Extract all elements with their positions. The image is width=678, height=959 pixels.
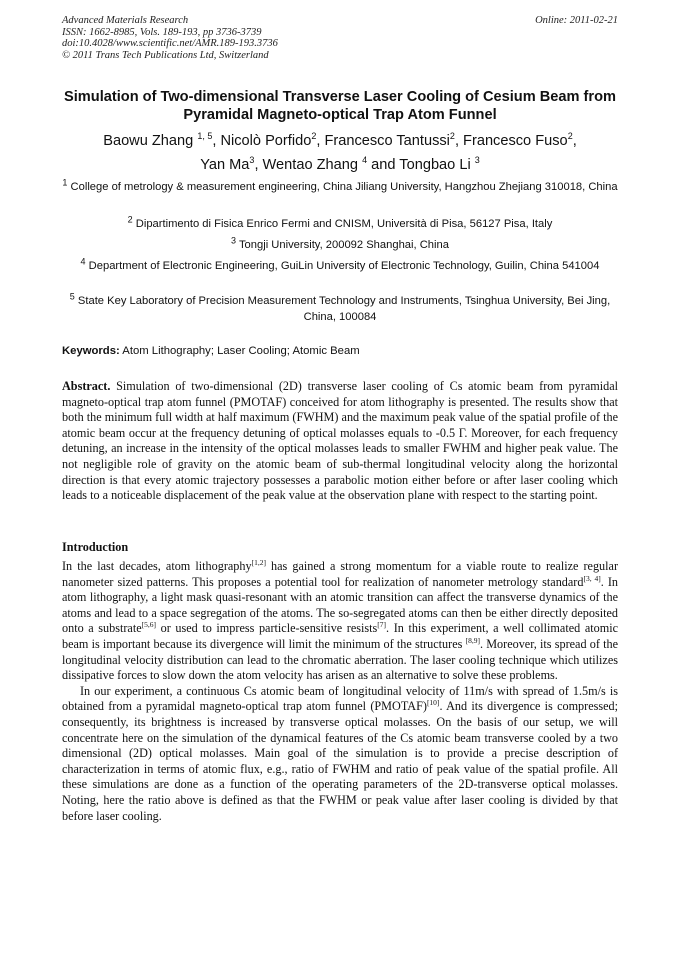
text-run: . In atom lithography, a light mask quasi-resonant with an atomic transition can affect the transverse dynamics of the atoms and lead to a space segregation of the atoms. The so-segregated atoms can then be either directly deposited onto a substrate [62,574,619,636]
citation-ref[interactable]: [1,2] [251,557,266,567]
affiliation-1 [62,177,618,196]
abstract [62,379,618,504]
paper-title: Simulation of Two-dimensional Transverse Laser Cooling of Cesium Beam from Pyramidal Magneto-optical Trap Atom Funnel [64,89,616,123]
author-separator: , [316,133,325,149]
citation-ref[interactable]: [7] [377,620,387,630]
author-name: Tongbao Li [399,157,475,173]
section-heading-introduction: Introduction [62,540,129,554]
citation-ref[interactable]: [5,6] [141,620,156,630]
text-run: or used to impress particle-sensitive resists [156,621,378,636]
affiliation-text: State Key Laboratory of Precision Measurement Technology and Instruments, Tsinghua University, Bei Jing, China, 100084 [74,295,611,323]
text-run: . And its divergence is compressed; consequently, its brightness is increased by transverse optical molasses. On the basis of our setup, we will concentrate here on the simulation of the dynamical features of the Cs atomic beam transverse cooled by a two dimensional (2D) optical molasses. Main goal of the simulation is to provide a precise description of characterization in terms of atomic flux, e.g., ratio of FWHM and ratio of peak value of the spatial profile. All these simulations are done as a function of the operating parameters of the 2D-transverse optical molasses. Noting, here the ratio above is defined as that the FWHM or peak value after laser cooling is divided by that before laser cooling. [62,699,618,823]
journal-name: Advanced Materials Research [62,15,189,26]
affiliation-number: 1 [62,177,68,188]
text-run: In the last decades, atom lithography [62,559,252,573]
keywords-text: Atom Lithography; Laser Cooling; Atomic Beam [119,345,360,357]
affiliation-text: Tongji University, 200092 Shanghai, China [236,239,449,251]
author-affiliation-mark: 3 [249,155,255,166]
affiliation-text: College of metrology & measurement engineering, China Jiliang University, Hangzhou Zhejiang 310018, China [67,181,618,193]
affiliation-2 [62,214,618,233]
affiliation-number: 4 [80,256,86,267]
author-name: Yan Ma [200,157,250,173]
doi-line[interactable]: doi:10.4028/www.scientific.net/AMR.189-193.3736 [62,38,278,50]
author-separator: , [572,133,577,149]
introduction-paragraph-1 [62,559,618,684]
author-separator: , [454,133,464,149]
copyright-line: © 2011 Trans Tech Publications Ltd, Switzerland [62,49,269,61]
affiliation-text: Dipartimento di Fisica Enrico Fermi and CNISM, Università di Pisa, 56127 Pisa, Italy [132,218,553,230]
affiliation-text: Department of Electronic Engineering, GuiLin University of Electronic Technology, Guilin, China 541004 [85,260,600,272]
author-affiliation-mark: 1, 5 [197,131,213,142]
citation-ref[interactable]: [10] [426,698,440,708]
author-name: Francesco Fuso [463,133,568,149]
author-separator: , [212,133,221,149]
author-separator: and [367,157,400,173]
affiliation-3 [62,235,618,254]
online-date: Online: 2011-02-21 [535,15,618,26]
affiliation-number: 3 [231,235,237,246]
affiliation-5 [62,291,618,325]
citation-ref[interactable]: [3, 4] [583,573,601,583]
author-affiliation-mark: 2 [567,131,573,142]
text-run: . Moreover, its spread of the longitudinal velocity distribution can lead to the chromatic aberration. The laser cooling technique which utilizes dissipative forces to slow down the atom velocity has arisen as an alternative to solve these problems. [62,636,618,683]
author-list [62,129,618,177]
introduction-body [62,559,618,824]
abstract-label: Abstract. [62,379,111,393]
keywords-label: Keywords: [62,345,120,357]
author-affiliation-mark: 4 [362,155,368,166]
keywords [62,344,618,359]
affiliation-number: 2 [127,214,133,225]
text-run: In our experiment, a continuous Cs atomic beam of longitudinal velocity of 11m/s with spread of 1.5m/s is obtained from a pyramidal magneto-optical trap atom funnel (PMOTAF) [62,683,618,714]
introduction-paragraph-2 [62,684,618,824]
author-affiliation-mark: 3 [474,155,480,166]
citation-ref[interactable]: [8,9] [465,635,480,645]
author-name: Wentao Zhang [262,157,363,173]
author-name: Francesco Tantussi [324,133,450,149]
journal-header [62,15,618,61]
author-name: Nicolò Porfido [220,133,312,149]
author-affiliation-mark: 2 [311,131,317,142]
abstract-text: Simulation of two-dimensional (2D) transverse laser cooling of Cs atomic beam from pyramidal magneto-optical trap atom funnel (PMOTAF) conceived for atom lithography is presented. The results show that both the minimum full width at half maximum (FWHM) and the maximum peak value of the spatial profile of the atomic beam occur at the frequency detuning of optical molasses equals to -0.5 Γ. Moreover, for each frequency detuning, an increase in the intensity of the optical molasses leads to smaller FWHM and higher peak value. The not negligible role of gravity on the atomic beam of sub-thermal longitudinal velocity along the horizontal direction is that every atomic trajectory possesses a parabolic motion either before or after laser cooling which leads to a noticeable displacement of the peak value at the observation plane with respect to the starting point. [62,379,618,503]
author-name: Baowu Zhang [103,133,198,149]
text-run: . In this experiment, a well collimated atomic beam is important because its divergence will limit the minimum of the structures [62,621,618,651]
author-separator: , [254,157,263,173]
text-run: has gained a strong momentum for a viable route to realize regular nanometer sized patterns. This proposes a potential tool for realization of nanometer metrology standard [62,559,619,589]
affiliation-4 [62,256,618,275]
author-affiliation-mark: 2 [449,131,455,142]
affiliation-number: 5 [69,291,75,302]
issn-line: ISSN: 1662-8985, Vols. 189-193, pp 3736-3739 [62,26,262,38]
